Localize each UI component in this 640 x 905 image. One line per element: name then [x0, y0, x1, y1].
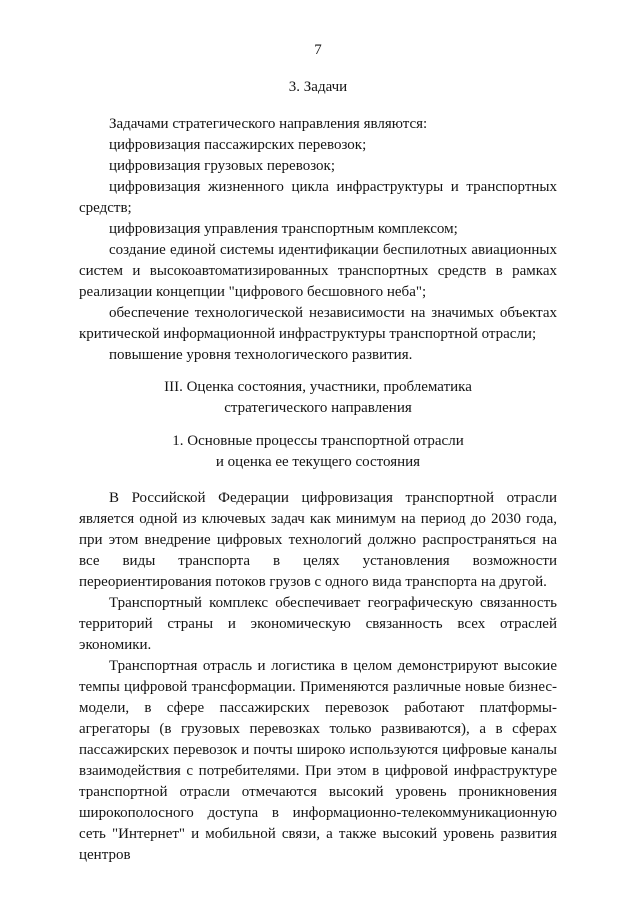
- section-heading-assessment-line2: стратегического направления: [224, 400, 412, 416]
- task-item-5: создание единой системы идентификации беспилотных авиационных систем и высокоавтоматизированных транспортных средств в рамках реализации концепции "цифрового бесшовного неба";: [79, 242, 557, 300]
- page-number: 7: [314, 42, 322, 58]
- subsection-heading-processes-line2: и оценка ее текущего состояния: [215, 454, 421, 470]
- subsection-heading-processes: [79, 431, 557, 473]
- task-item-7: повышение уровня технологического развития.: [109, 347, 413, 363]
- task-item-1: цифровизация пассажирских перевозок;: [109, 137, 367, 153]
- section-heading-assessment-line1: III. Оценка состояния, участники, проблематика: [164, 379, 472, 395]
- paragraph-assessment-2: Транспортный комплекс обеспечивает географическую связанность территорий страны и экономическую связанность всех отраслей экономики.: [79, 595, 557, 653]
- task-item-4: цифровизация управления транспортным комплексом;: [109, 221, 458, 237]
- task-item-3: цифровизация жизненного цикла инфраструктуры и транспортных средств;: [79, 179, 557, 216]
- section-heading-assessment: [79, 377, 557, 419]
- task-item-2: цифровизация грузовых перевозок;: [109, 158, 335, 174]
- paragraph-assessment-3: Транспортная отрасль и логистика в целом демонстрируют высокие темпы цифровой трансформации. Применяются различные новые бизнес-модели, в сфере пассажирских перевозок работают платформы-агрегаторы (в грузовых перевозках только развиваются), а в сферах пассажирских перевозок и почты широко используются цифровые каналы взаимодействия с потребителями. При этом в цифровой инфраструктуре транспортной отрасли отмечаются высокий уровень проникновения широкополосного доступа в информационно-телекоммуникационную сеть "Интернет" и мобильной связи, а также высокий уровень развития центров: [79, 658, 557, 863]
- section-heading-tasks: 3. Задачи: [288, 79, 348, 95]
- subsection-heading-processes-line1: 1. Основные процессы транспортной отрасли: [172, 433, 464, 449]
- paragraph-tasks-intro: Задачами стратегического направления являются:: [109, 116, 428, 132]
- task-item-6: обеспечение технологической независимости на значимых объектах критической информационной инфраструктуры транспортной отрасли;: [79, 305, 557, 342]
- paragraph-assessment-1: В Российской Федерации цифровизация транспортной отрасли является одной из ключевых задач как минимум на период до 2030 года, при этом внедрение цифровых технологий должно распространяться на все виды транспорта в целях установления возможности переориентирования потоков грузов с одного вида транспорта на другой.: [79, 490, 557, 590]
